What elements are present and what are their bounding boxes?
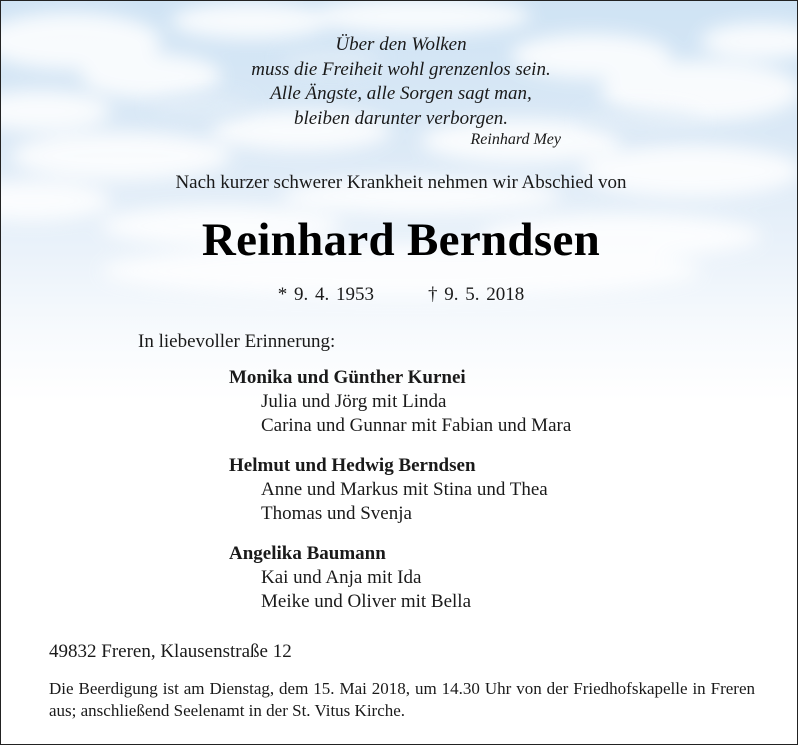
family-head: Monika und Günther Kurnei bbox=[229, 367, 466, 388]
family-member: Thomas und Svenja bbox=[261, 503, 412, 524]
death-date: † 9. 5. 2018 bbox=[428, 284, 525, 305]
family-member: Kai und Anja mit Ida bbox=[261, 567, 422, 588]
poem-author: Reinhard Mey bbox=[470, 131, 561, 148]
family-group bbox=[229, 366, 571, 438]
family-head: Angelika Baumann bbox=[229, 543, 386, 564]
family-group bbox=[229, 454, 571, 526]
family-member: Julia und Jörg mit Linda bbox=[261, 391, 447, 412]
family-group bbox=[229, 542, 571, 614]
poem-line: muss die Freiheit wohl grenzenlos sein. bbox=[251, 58, 551, 80]
deceased-name: Reinhard Berndsen bbox=[201, 214, 601, 266]
poem bbox=[1, 33, 798, 131]
family-head: Helmut und Hedwig Berndsen bbox=[229, 455, 476, 476]
memory-label: In liebevoller Erinnerung: bbox=[138, 331, 336, 352]
birth-date: * 9. 4. 1953 bbox=[277, 284, 374, 305]
poem-line: Alle Ängste, alle Sorgen sagt man, bbox=[270, 83, 532, 104]
family-member: Carina und Gunnar mit Fabian und Mara bbox=[261, 415, 572, 436]
mourners-list bbox=[229, 366, 571, 630]
funeral-notice: Die Beerdigung ist am Dienstag, dem 15. Mai 2018, um 14.30 Uhr von der Friedhofskapelle in Freren aus; anschließend Seelenamt in der St. Vitus Kirche. bbox=[49, 679, 755, 720]
intro-text: Nach kurzer schwerer Krankheit nehmen wir Abschied von bbox=[175, 172, 627, 193]
poem-line: Über den Wolken bbox=[335, 34, 467, 55]
life-dates bbox=[1, 284, 798, 306]
address: 49832 Freren, Klausenstraße 12 bbox=[49, 641, 292, 662]
poem-line: bleiben darunter verborgen. bbox=[293, 107, 509, 129]
family-member: Meike und Oliver mit Bella bbox=[261, 591, 472, 612]
family-member: Anne und Markus mit Stina und Thea bbox=[261, 479, 548, 500]
